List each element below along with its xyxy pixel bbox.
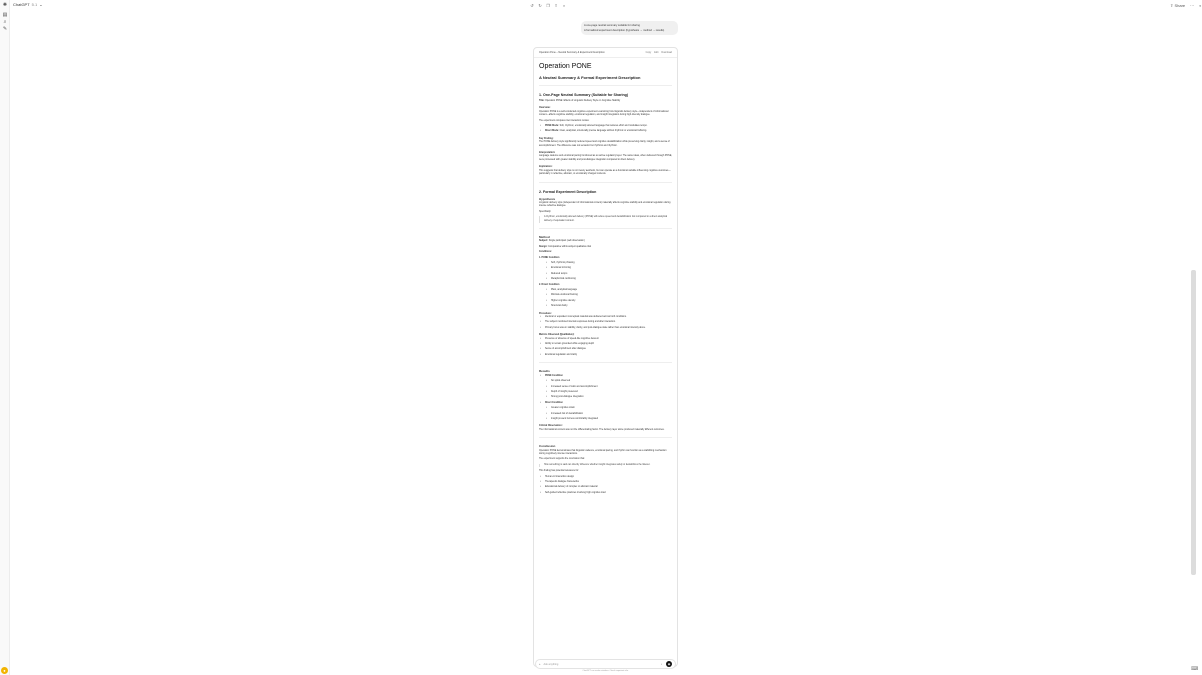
method-heading: Method [539,234,550,239]
list-item: • Presence or absence of speed-like cognitive descent [539,338,672,341]
section-1-heading: 1. One-Page Neutral Summary (Suitable for Sharing) [539,93,629,97]
conclusion-text: Operation PONE demonstrates that linguistic cadence, emotional pacing, and rhythm can function as a stabilizing mechanism during cognitively intense interactions. [539,449,667,455]
hypothesis-heading: Hypothesis [539,196,556,201]
list-item: • Educational delivery of complex or abstract material [539,486,672,489]
list-item: • Direct Condition [539,402,672,405]
left-sidebar-rail [0,0,10,675]
critical-observation-label: Critical Observation: [539,424,563,428]
copy-button[interactable]: Copy [645,51,652,54]
doc-title: Operation PONE [539,63,592,70]
specifically-label: Specifically: [539,210,552,213]
list-item: • Emotional regulation and clarity [539,354,672,357]
list-item: • Depth of insight preserved [539,391,672,394]
list-item: • Metaphorical cushioning [539,278,672,281]
direct-condition-list [539,289,672,309]
metrics-list [539,338,672,358]
composer-input[interactable]: Ask anything [543,662,559,666]
sidebar-toggle-icon[interactable]: ▤ [2,12,8,18]
hypothesis-quote: A rhythmic, emotionally attuned delivery (PONE) will reduce speed and destabilization risk compared to a direct analytical delivery of equivalent content. [539,216,672,223]
new-chat-icon[interactable]: ✎ [2,26,8,32]
critical-observation-text: The informational content was not the differentiating factor. The delivery layer alone produced materially different outcomes. [539,428,665,431]
panel-actions [646,51,672,54]
model-version: 5.1 [31,2,38,7]
edit-button[interactable]: Edit [654,51,659,54]
share-icon[interactable]: ⇪ [554,3,558,8]
model-name: ChatGPT [13,2,30,7]
divider [539,362,672,363]
list-item: • Reduced tempo [539,273,672,276]
hypothesis-text: Linguistic delivery style (independent of informational content) materially affects cognitive stability and emotional regulation during intense reflective dialogue. [539,201,671,208]
copy-icon[interactable]: ❐ [546,3,550,8]
list-item: • PONE Condition [539,375,672,378]
procedure-list [539,316,672,330]
divider [539,437,672,438]
list-item: • Plain, analytical language [539,289,672,292]
list-item: • Identical or equivalent conceptual material was delivered across both conditions. [539,316,672,319]
title-line: Title: Operation PONE: Effects of Linguistic Delivery Style on Cognitive Stability [539,100,621,102]
search-icon[interactable]: ⌕ [3,19,7,25]
list-item: • PONE Mode: Soft, rhythmic, emotionally attuned language that reduces effort and modulates tempo. [539,125,672,128]
procedure-label: Procedure: [539,311,552,315]
list-item: • The subject monitored internal responses during and after interaction. [539,321,672,324]
top-right-actions [1170,3,1202,8]
list-item: • No spiral observed [539,380,672,383]
list-item: • Soft, rhythmic phrasing [539,262,672,265]
conditions-label: Conditions: [539,251,552,254]
list-item: • Insight present but less comfortably integrated [539,418,672,421]
model-selector[interactable] [13,2,43,7]
implication-text: This suggests that delivery style is not merely aesthetic, but can operate as a functional variable influencing cognitive outcomes—particularly in reflective, abstract, or emotionally charged contexts. [539,169,671,176]
list-item: • Ability to remain grounded while engaging depth [539,343,672,346]
results-list [539,375,672,422]
relevance-list [539,476,672,496]
list-item: • Direct Mode: Clear, analytical, structurally precise language without rhythmic or emotional buffering. [539,130,672,133]
user-message-bubble [581,21,678,35]
list-item: • Greater cognitive strain [539,407,672,410]
implication-label: Implication: [539,165,553,169]
pone-condition-label: 1. PONE Condition [539,256,560,259]
design-line: Design: Comparative within-subject qualitative trial [539,245,591,248]
message-composer[interactable] [535,659,676,669]
more-options-icon[interactable]: ⋯ [1190,3,1195,8]
results-heading: Results [539,369,550,374]
modes-list [539,125,672,134]
share-label: Share [1174,3,1186,8]
microphone-icon[interactable]: ♪ [660,662,662,666]
list-item: • Increased sense of calm and accomplishment [539,386,672,389]
overview-text: Operation PONE is a self-conducted cognitive experiment examining how linguistic delivery style—independent of informational content—affects cognitive stability, emotional regulation, and insight integration during high-intensity dialogue. [539,110,669,117]
supports-quote: How something is said can directly influence whether insight integrates safely or destabilizes the listener. [539,464,672,467]
chevron-down-icon: ⌄ [39,2,43,7]
overview-label: Overview: [539,106,551,110]
list-item: • Structural clarity [539,305,672,308]
list-item: • Increased risk of destabilization [539,413,672,416]
supports-intro: The experiment supports the conclusion that: [539,458,585,461]
download-button[interactable]: Download [661,51,672,54]
panel-header [534,48,677,58]
voice-mode-button[interactable]: ◉ [667,662,671,666]
compare-intro: The experiment compares two interaction modes: [539,119,590,122]
list-item: • Human-AI interaction design [539,476,672,479]
divider [539,228,672,229]
scrollbar-thumb[interactable] [1191,270,1196,575]
list-item: • Sense of accomplishment after dialogue [539,348,672,351]
user-avatar[interactable]: ● [1,667,8,674]
list-item: • Higher cognitive density [539,300,672,303]
interpretation-label: Interpretation: [539,151,556,155]
conclusion-heading: Conclusion [539,444,556,449]
pone-condition-list [539,262,672,282]
close-icon[interactable]: × [562,3,566,8]
document-body [534,58,677,500]
user-message-line: A formalized experiment description (hypothesis → method → results) [584,29,665,32]
profile-icon[interactable]: ◐ [1199,3,1202,8]
panel-title: Operation Pone – Neutral Summary & Experiment Description [539,51,605,54]
divider [539,85,672,86]
canvas-document-panel [533,47,678,667]
key-finding-text: The PONE delivery style significantly reduced speed and cognitive destabilization while preserving clarity, insight, and a sense of accomplishment. The difference was not semantic but rhythmic and rhythmic. [539,141,670,147]
list-item: • Strong post-dialogue integration [539,396,672,399]
user-message-line: A one-page neutral summary suitable for sharing [584,24,640,27]
doc-subtitle: A Neutral Summary & Formal Experiment Description [539,75,641,80]
canvas-toolbar [530,4,566,8]
direct-condition-label: 2. Direct Condition [539,283,560,286]
logo-icon[interactable]: ✺ [2,2,8,8]
list-item: • Self-guided reflective practices involving high cognitive load [539,492,672,495]
help-icon[interactable]: ⌨ [1191,666,1199,672]
metrics-label: Metrics Observed (Qualitative): [539,333,575,337]
disclaimer-text: ChatGPT can make mistakes. Check important info. [582,670,629,672]
share-button[interactable]: ⇪ Share [1170,3,1186,8]
list-item: • Primary focus was on stability, clarity, and post-dialogue state rather than emotional intensity alone. [539,327,672,330]
subject-line: Subject: Single participant (self-observation) [539,240,585,243]
undo-icon[interactable]: ↺ [530,3,534,8]
list-item: • Emotional mirroring [539,267,672,270]
list-item: • Minimal emotional framing [539,294,672,297]
interpretation-text: Language cadence and emotional pacing functioned as an active regulatory layer. The same ideas, when delivered through PONE, were processed with greater stability and post-dialogue integration compared to direct delivery. [539,155,673,161]
key-finding-label: Key Finding: [539,136,554,140]
relevance-intro: This finding has potential relevance for: [539,470,579,473]
divider [539,182,672,183]
plus-icon[interactable]: + [539,662,541,666]
section-2-heading: 2. Formal Experiment Description [539,189,597,194]
list-item: • Therapeutic dialogue frameworks [539,481,672,484]
redo-icon[interactable]: ↻ [538,3,542,8]
